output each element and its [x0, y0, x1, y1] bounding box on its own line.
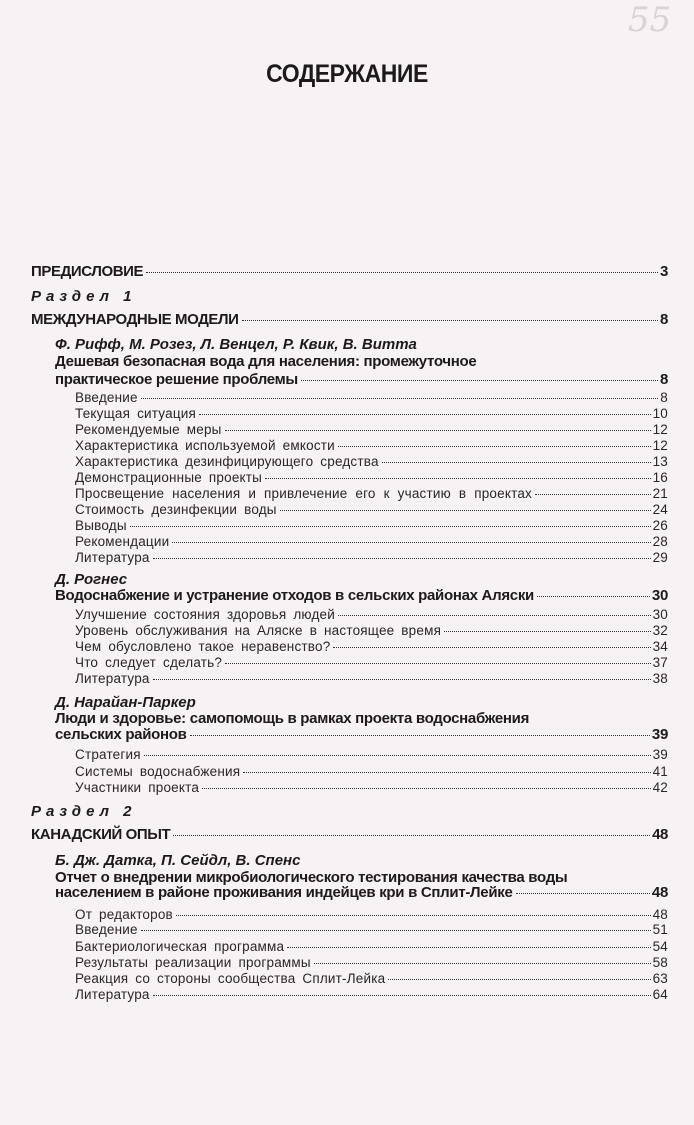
page-number: 39	[651, 726, 668, 743]
toc-entry-item[interactable]	[75, 747, 668, 762]
toc-entry-section-2[interactable]	[31, 826, 668, 843]
toc-entry-article[interactable]	[55, 884, 668, 901]
entry-label: сельских районов	[55, 726, 187, 743]
toc-entry-item[interactable]	[75, 607, 668, 622]
article-authors: Ф. Рифф, М. Розез, Л. Венцел, Р. Квик, В. Витта	[55, 336, 417, 353]
toc-entry-item[interactable]	[75, 534, 668, 549]
dot-leader	[153, 558, 651, 559]
toc-entry-item[interactable]	[75, 939, 668, 954]
entry-label: Что следует сделать?	[75, 655, 223, 670]
page-number: 63	[652, 971, 668, 986]
dot-leader	[280, 510, 651, 511]
dot-leader	[516, 893, 650, 894]
section-label: Раздел 1	[31, 288, 137, 305]
article-title-line: Дешевая безопасная вода для населения: промежуточное	[55, 353, 477, 370]
dot-leader	[146, 272, 658, 273]
page-number: 10	[652, 406, 668, 421]
dot-leader	[388, 979, 650, 980]
page-number: 48	[652, 907, 668, 922]
article-authors: Б. Дж. Датка, П. Сейдл, В. Спенс	[55, 852, 301, 869]
dot-leader	[130, 526, 651, 527]
page-number: 37	[652, 655, 668, 670]
dot-leader	[314, 963, 651, 964]
page-title: СОДЕРЖАНИЕ	[266, 60, 428, 88]
page-number: 8	[659, 371, 668, 388]
toc-entry-item[interactable]	[75, 454, 668, 469]
article-title-line: Люди и здоровье: самопомощь в рамках проекта водоснабжения	[55, 710, 530, 727]
page-number: 51	[652, 922, 668, 937]
page-number: 34	[652, 639, 668, 654]
entry-label: Бактериологическая программа	[75, 939, 285, 954]
toc-entry-item[interactable]	[75, 438, 668, 453]
entry-label: Уровень обслуживания на Аляске в настоящее время	[75, 623, 442, 638]
dot-leader	[243, 772, 650, 773]
page-number: 21	[652, 486, 668, 501]
article-authors: Д. Нарайан-Паркер	[55, 694, 196, 711]
entry-label: Улучшение состояния здоровья людей	[75, 607, 335, 622]
page-number: 64	[652, 987, 668, 1002]
dot-leader	[382, 462, 651, 463]
dot-leader	[242, 320, 659, 321]
entry-label: Стратегия	[75, 747, 141, 762]
toc-entry-item[interactable]	[75, 422, 668, 437]
toc-entry-item[interactable]	[75, 550, 668, 565]
entry-label: Стоимость дезинфекции воды	[75, 502, 277, 517]
entry-label: Водоснабжение и устранение отходов в сельских районах Аляски	[55, 587, 534, 604]
entry-label: Системы водоснабжения	[75, 764, 241, 779]
entry-label: Просвещение населения и привлечение его к участию в проектах	[75, 486, 532, 501]
toc-entry-item[interactable]	[75, 639, 668, 654]
page-number: 13	[652, 454, 668, 469]
entry-label: КАНАДСКИЙ ОПЫТ	[31, 826, 171, 843]
page-number: 58	[652, 955, 668, 970]
entry-label: Характеристика используемой емкости	[75, 438, 335, 453]
page-number: 12	[652, 438, 668, 453]
entry-label: Рекомендации	[75, 534, 170, 549]
section-label: Раздел 2	[31, 803, 137, 820]
entry-label: Демонстрационные проекты	[75, 470, 263, 485]
entry-label: ПРЕДИСЛОВИЕ	[31, 263, 144, 280]
entry-label: Характеристика дезинфицирующего средства	[75, 454, 379, 469]
dot-leader	[153, 995, 651, 996]
dot-leader	[202, 788, 651, 789]
dot-leader	[338, 446, 651, 447]
toc-entry-item[interactable]	[75, 655, 668, 670]
article-authors: Д. Рогнес	[55, 571, 128, 588]
toc-entry-item[interactable]	[75, 671, 668, 686]
dot-leader	[287, 947, 650, 948]
toc-entry-item[interactable]	[75, 390, 668, 405]
toc-entry-item[interactable]	[75, 955, 668, 970]
handwritten-page-mark: 55	[628, 0, 672, 40]
entry-label: Литература	[75, 550, 150, 565]
page-number: 39	[652, 747, 668, 762]
entry-label: Выводы	[75, 518, 127, 533]
entry-label: практическое решение проблемы	[55, 371, 298, 388]
dot-leader	[190, 735, 650, 736]
entry-label: Литература	[75, 987, 150, 1002]
page-number: 30	[651, 587, 668, 604]
page-number: 16	[652, 470, 668, 485]
toc-entry-item[interactable]	[75, 780, 668, 795]
page-number: 41	[652, 764, 668, 779]
toc-entry-item[interactable]	[75, 406, 668, 421]
entry-label: Участники проекта	[75, 780, 200, 795]
dot-leader	[265, 478, 651, 479]
dot-leader	[172, 542, 650, 543]
page-number: 3	[660, 263, 668, 280]
dot-leader	[537, 596, 650, 597]
dot-leader	[153, 679, 651, 680]
toc-entry-item[interactable]	[75, 971, 668, 986]
page-number: 8	[660, 390, 668, 405]
toc-entry-item[interactable]	[75, 623, 668, 638]
toc-entry-section-1[interactable]	[31, 311, 668, 328]
toc-entry-item[interactable]	[75, 518, 668, 533]
dot-leader	[141, 398, 659, 399]
dot-leader	[535, 494, 651, 495]
page-number: 54	[652, 939, 668, 954]
dot-leader	[141, 930, 651, 931]
entry-label: населением в районе проживания индейцев кри в Сплит-Лейке	[55, 884, 513, 901]
entry-label: Реакция со стороны сообщества Сплит-Лейка	[75, 971, 386, 986]
toc-entry-article[interactable]	[55, 371, 668, 388]
entry-label: От редакторов	[75, 907, 173, 922]
dot-leader	[144, 755, 651, 756]
page-number: 48	[652, 826, 668, 843]
toc-entry-item[interactable]	[75, 486, 668, 501]
page-number: 28	[652, 534, 668, 549]
page-number: 32	[652, 623, 668, 638]
dot-leader	[199, 414, 651, 415]
page-number: 26	[652, 518, 668, 533]
toc-entry-item[interactable]	[75, 922, 668, 937]
toc-entry-item[interactable]	[75, 502, 668, 517]
page-number: 8	[660, 311, 668, 328]
page-number: 29	[652, 550, 668, 565]
page-number: 48	[651, 884, 668, 901]
dot-leader	[225, 663, 650, 664]
entry-label: Литература	[75, 671, 150, 686]
dot-leader	[176, 915, 651, 916]
page-number: 38	[652, 671, 668, 686]
entry-label: Введение	[75, 922, 138, 937]
entry-label: МЕЖДУНАРОДНЫЕ МОДЕЛИ	[31, 311, 239, 328]
page-number: 12	[652, 422, 668, 437]
entry-label: Чем обусловлено такое неравенство?	[75, 639, 331, 654]
toc-entry-item[interactable]	[75, 987, 668, 1002]
page-number: 42	[652, 780, 668, 795]
dot-leader	[444, 631, 650, 632]
entry-label: Результаты реализации программы	[75, 955, 311, 970]
toc-entry-item[interactable]	[75, 470, 668, 485]
dot-leader	[173, 835, 650, 836]
page-number: 30	[652, 607, 668, 622]
dot-leader	[333, 647, 650, 648]
page-number: 24	[652, 502, 668, 517]
toc-entry-item[interactable]	[75, 764, 668, 779]
toc-entry-article[interactable]	[55, 587, 668, 604]
dot-leader	[338, 615, 651, 616]
dot-leader	[301, 380, 658, 381]
toc-entry-item[interactable]	[75, 907, 668, 922]
dot-leader	[225, 430, 651, 431]
entry-label: Введение	[75, 390, 138, 405]
toc-entry-article[interactable]	[55, 726, 668, 743]
entry-label: Рекомендуемые меры	[75, 422, 222, 437]
toc-entry-preface[interactable]	[31, 263, 668, 280]
article-title-line: Отчет о внедрении микробиологического тестирования качества воды	[55, 869, 568, 886]
entry-label: Текущая ситуация	[75, 406, 196, 421]
